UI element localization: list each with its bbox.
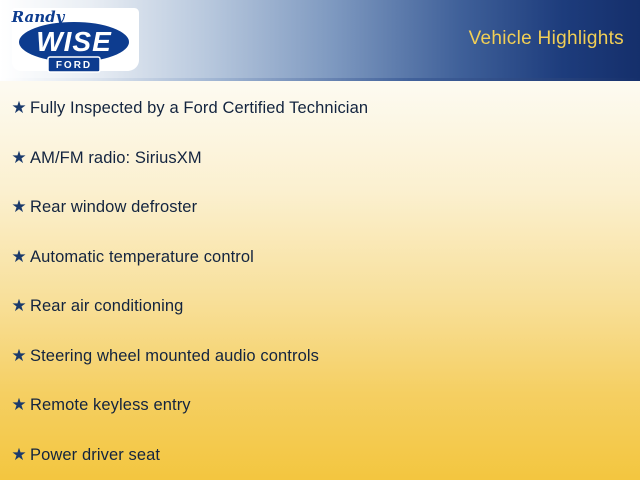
list-item-label: Rear window defroster — [30, 198, 198, 217]
list-item — [0, 282, 640, 332]
star-icon: ★ — [11, 345, 27, 366]
list-item-label: Rear air conditioning — [30, 297, 184, 316]
list-item — [0, 381, 640, 431]
list-item — [0, 233, 640, 283]
highlights-list — [0, 84, 640, 480]
list-item-label: AM/FM radio: SiriusXM — [30, 148, 202, 167]
svg-text:Randy: Randy — [11, 8, 65, 26]
list-item — [0, 134, 640, 184]
list-item — [0, 431, 640, 480]
header-underline — [0, 78, 640, 81]
star-icon: ★ — [11, 296, 27, 317]
dealer-logo — [8, 2, 140, 76]
list-item — [0, 332, 640, 382]
star-icon: ★ — [11, 197, 27, 218]
list-item-label: Automatic temperature control — [30, 247, 254, 266]
list-item — [0, 84, 640, 134]
star-icon: ★ — [11, 246, 27, 267]
star-icon: ★ — [11, 395, 27, 416]
svg-text:WISE: WISE — [36, 26, 112, 57]
list-item-label: Remote keyless entry — [30, 396, 191, 415]
list-item-label: Fully Inspected by a Ford Certified Technician — [30, 99, 369, 118]
star-icon: ★ — [11, 444, 27, 465]
list-item — [0, 183, 640, 233]
svg-text:FORD: FORD — [55, 60, 93, 71]
star-icon: ★ — [11, 98, 27, 119]
page-title: Vehicle Highlights — [468, 28, 624, 49]
list-item-label: Steering wheel mounted audio controls — [30, 346, 319, 365]
star-icon: ★ — [11, 147, 27, 168]
list-item-label: Power driver seat — [30, 445, 161, 464]
